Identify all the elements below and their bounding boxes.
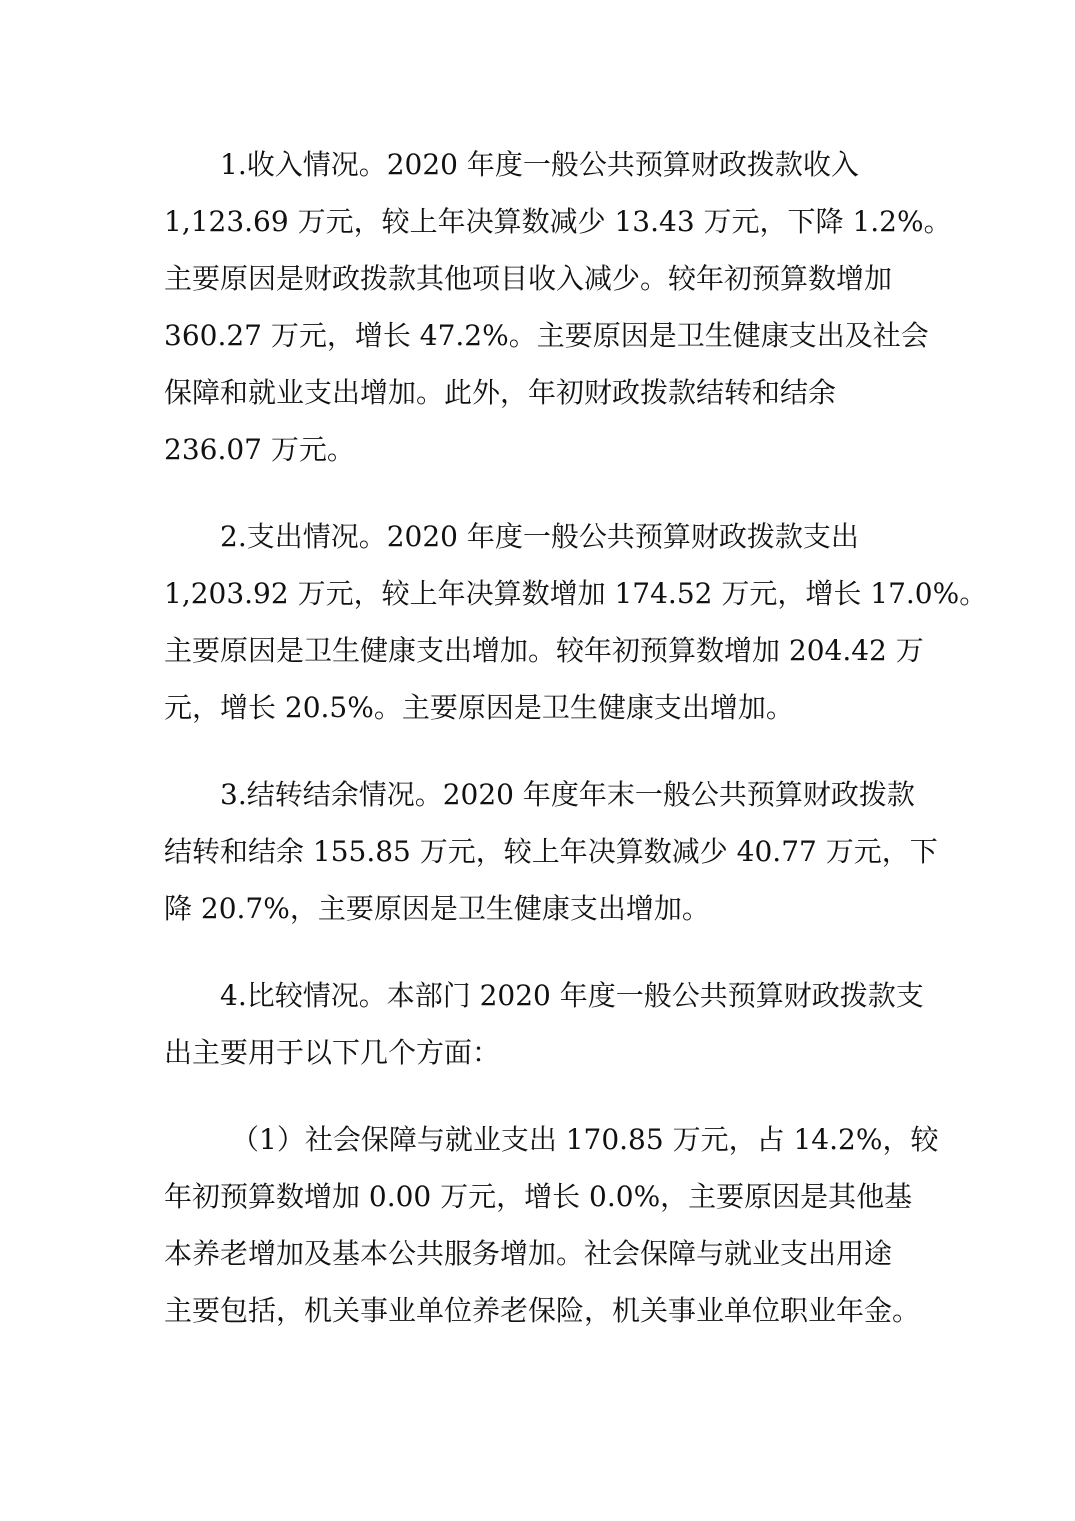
text-line: 年初预算数增加 0.00 万元，增长 0.0%，主要原因是其他基: [164, 1180, 913, 1213]
text-line: 结转和结余 155.85 万元，较上年决算数减少 40.77 万元，下: [164, 835, 938, 868]
text-line: 2.支出情况。2020 年度一般公共预算财政拨款支出: [220, 520, 859, 553]
paragraph-expenditure: [164, 508, 988, 736]
text-line: 元，增长 20.5%。主要原因是卫生健康支出增加。: [164, 691, 794, 724]
text-line: 本养老增加及基本公共服务增加。社会保障与就业支出用途: [164, 1237, 893, 1270]
paragraph-income: [164, 136, 954, 478]
text-line: 主要原因是财政拨款其他项目收入减少。较年初预算数增加: [164, 262, 893, 295]
text-line: （1）社会保障与就业支出 170.85 万元，占 14.2%，较: [231, 1123, 939, 1156]
text-line: 1.收入情况。2020 年度一般公共预算财政拨款收入: [220, 148, 859, 181]
text-line: 360.27 万元，增长 47.2%。主要原因是卫生健康支出及社会: [164, 319, 929, 352]
text-line: 1,203.92 万元，较上年决算数增加 174.52 万元，增长 17.0%。: [164, 577, 988, 610]
document-body: [164, 136, 988, 1369]
text-line: 降 20.7%，主要原因是卫生健康支出增加。: [164, 892, 710, 925]
paragraph-carryover: [164, 766, 954, 937]
text-line: 主要原因是卫生健康支出增加。较年初预算数增加 204.42 万: [164, 634, 924, 667]
text-line: 1,123.69 万元，较上年决算数减少 13.43 万元，下降 1.2%。: [164, 205, 952, 238]
paragraph-comparison: [164, 967, 954, 1081]
text-line: 出主要用于以下几个方面：: [164, 1036, 501, 1069]
paragraph-social-security: [164, 1111, 954, 1339]
text-line: 保障和就业支出增加。此外，年初财政拨款结转和结余: [164, 376, 837, 409]
text-line: 4.比较情况。本部门 2020 年度一般公共预算财政拨款支: [220, 979, 924, 1012]
text-line: 236.07 万元。: [164, 433, 355, 466]
text-line: 主要包括，机关事业单位养老保险，机关事业单位职业年金。: [164, 1294, 921, 1327]
text-line: 3.结转结余情况。2020 年度年末一般公共预算财政拨款: [220, 778, 915, 811]
